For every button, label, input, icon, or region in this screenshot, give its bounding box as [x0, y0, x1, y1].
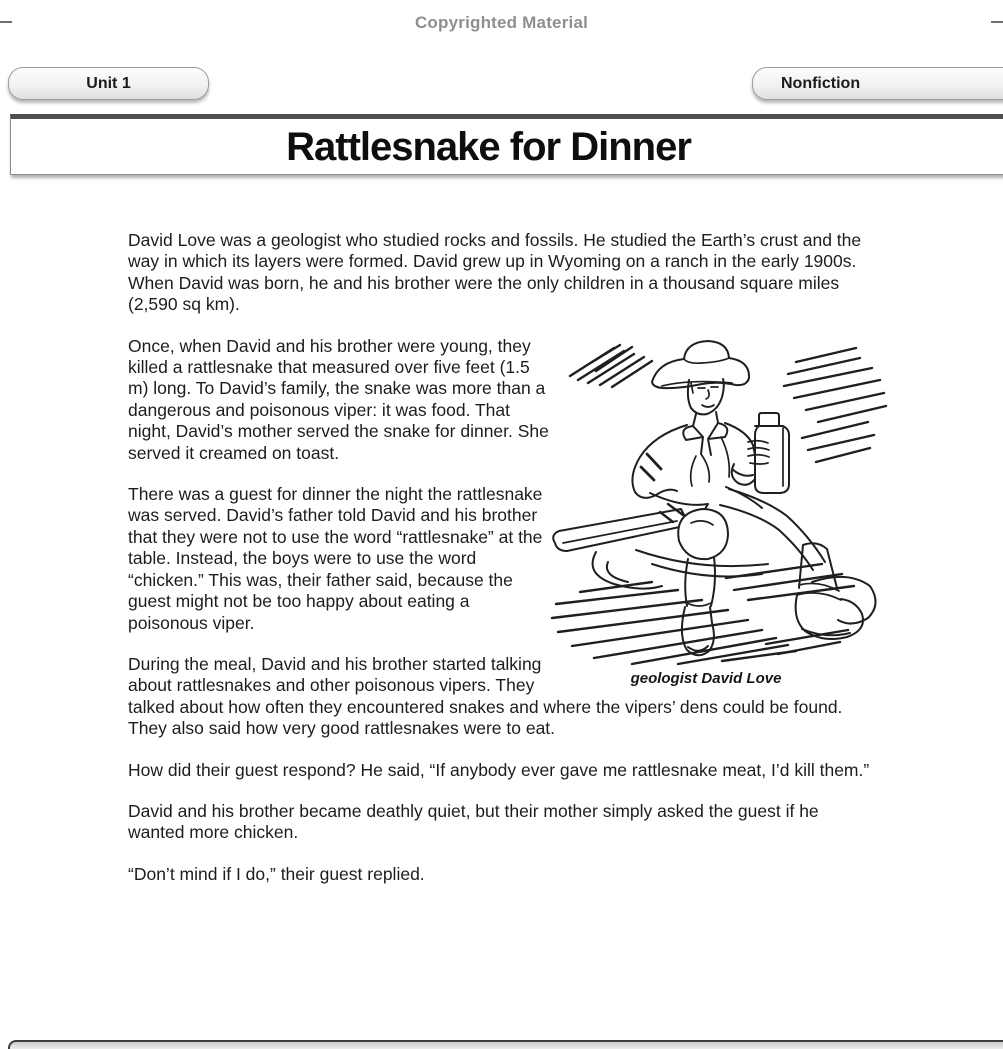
- hatching-strokes: [552, 345, 886, 664]
- story-paragraph-3: There was a guest for dinner the night the rattlesnake was served. David’s father told David and his brother that they were not to use the word “rattlesnake” at the table. Instead, the boys were to use the word “chicken.” This was, their father said, because the guest might not be too happy about eating a poisonous viper.: [128, 484, 543, 633]
- story-paragraph-1: David Love was a geologist who studied rocks and fossils. He studied the Earth’s crust and the way in which its layers were formed. David grew up in Wyoming on a ranch in the early 1900s. When David was born, he and his brother were the only children in a thousand square miles (2,590 sq km).: [128, 230, 862, 315]
- seated-man: [632, 341, 863, 655]
- tab-category-label: Nonfiction: [781, 74, 861, 92]
- copyright-watermark: Copyrighted Material: [414, 13, 589, 32]
- story-paragraph-5: How did their guest respond? He said, “If anybody ever gave me rattlesnake meat, I’d kill them.”: [128, 759, 870, 780]
- story-paragraph-4: During the meal, David and his brother started talking about rattlesnakes and other poisonous vipers. They talked about how often they encountered snakes and where the vipers’ dens could be found. They also said how very good rattlesnakes were to eat.: [128, 653, 843, 739]
- page-title: Rattlesnake for Dinner: [286, 125, 691, 169]
- tab-unit-label: Unit 1: [86, 74, 131, 92]
- title-box: [10, 114, 1003, 175]
- story-paragraph-2: Once, when David and his brother were young, they killed a rattlesnake that measured over five feet (1.5 m) long. To David’s family, the snake was more than a dangerous and poisonous viper: it was food. That night, David’s mother served the snake for dinner. She served it creamed on toast.: [128, 335, 549, 463]
- story-content: [128, 230, 875, 905]
- rifle: [553, 509, 689, 551]
- tab-category: [752, 67, 1003, 100]
- tab-unit: [8, 67, 209, 100]
- next-section-top-edge: [8, 1040, 1003, 1049]
- illustration-geologist-david-love: [550, 336, 922, 666]
- story-paragraph-6: David and his brother became deathly quiet, but their mother simply asked the guest if he wanted more chicken.: [128, 800, 819, 843]
- rocks: [593, 550, 876, 624]
- story-paragraph-7: “Don’t mind if I do,” their guest replied.: [128, 863, 425, 884]
- story-figure: [550, 336, 922, 689]
- figure-caption: geologist David Love: [630, 669, 782, 687]
